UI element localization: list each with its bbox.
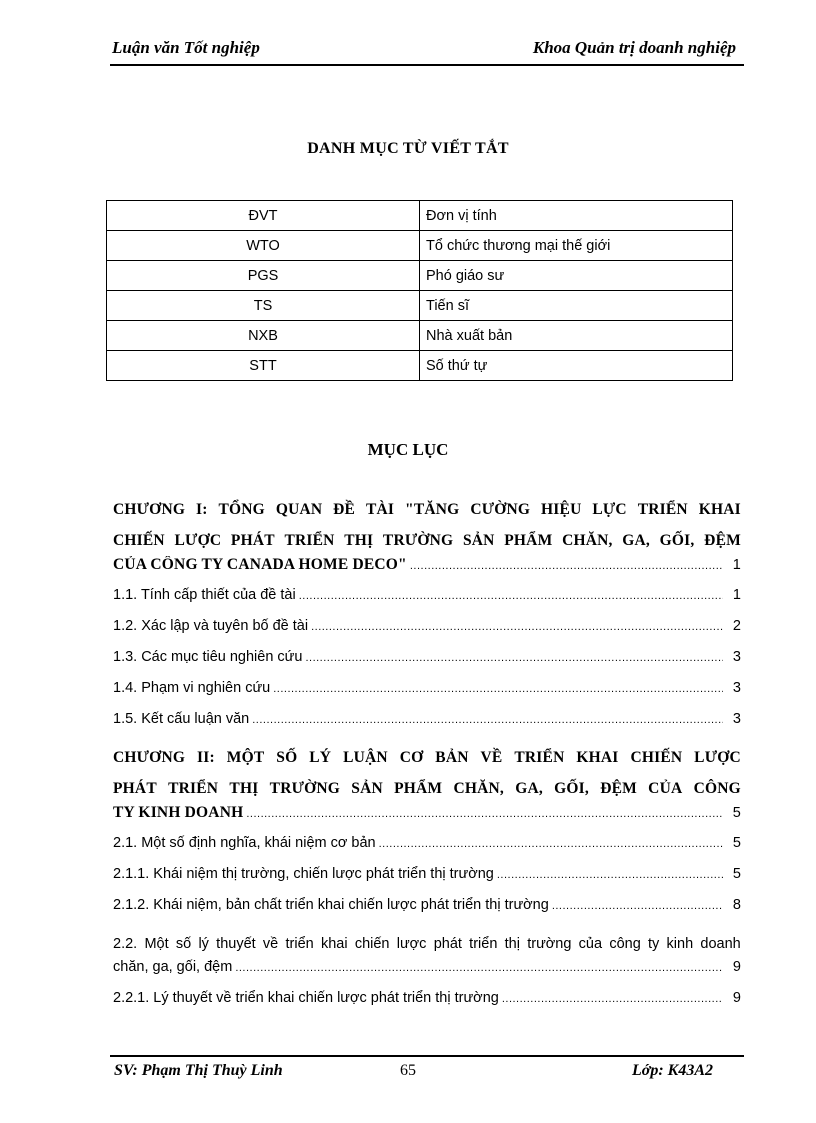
toc-item[interactable] bbox=[113, 711, 741, 742]
toc-word: CHƯƠNG bbox=[113, 500, 186, 518]
toc-word: VỀ bbox=[480, 748, 503, 766]
toc-word: phát bbox=[433, 935, 462, 952]
toc-word: lý bbox=[198, 935, 209, 952]
toc-word: LUẬN bbox=[343, 748, 388, 766]
toc-word: BẢN bbox=[435, 748, 469, 766]
toc-word: KHAI bbox=[576, 748, 619, 766]
abbreviation-cell: PGS bbox=[107, 261, 420, 291]
toc-chapter2-line1 bbox=[113, 742, 741, 773]
toc-item-2-2-line1 bbox=[113, 928, 741, 959]
meaning-cell: Tổ chức thương mại thế giới bbox=[420, 231, 733, 261]
toc-word: trường bbox=[527, 935, 572, 952]
toc-word: TRƯỜNG bbox=[382, 531, 454, 549]
abbreviation-row bbox=[107, 201, 733, 231]
abbreviation-cell: TS bbox=[107, 291, 420, 321]
toc-word: I: bbox=[195, 500, 208, 518]
toc-word: TRƯỜNG bbox=[269, 779, 341, 797]
toc-page-number: 5 bbox=[732, 835, 741, 851]
toc-entry-text: 2.1.2. Khái niệm, bản chất triển khai chiến lược phát triển thị trường bbox=[113, 897, 549, 913]
toc-item-2-2-line2[interactable] bbox=[113, 959, 741, 990]
toc-word: ty bbox=[648, 935, 660, 952]
toc-word: CHƯƠNG bbox=[113, 748, 186, 766]
toc-page-number: 5 bbox=[732, 866, 741, 882]
meaning-cell: Nhà xuất bản bbox=[420, 321, 733, 351]
toc-word: triển bbox=[285, 935, 314, 952]
toc-item[interactable] bbox=[113, 866, 741, 897]
toc-entry-text: 1.4. Phạm vi nghiên cứu bbox=[113, 680, 271, 696]
abbreviation-row bbox=[107, 231, 733, 261]
toc-leader bbox=[311, 621, 723, 633]
toc-word: CƯỜNG bbox=[470, 500, 531, 518]
toc-chapter1-line3[interactable] bbox=[113, 556, 741, 587]
meaning-cell: Đơn vị tính bbox=[420, 201, 733, 231]
toc-page-number: 1 bbox=[732, 557, 741, 573]
toc-page-number: 1 bbox=[732, 587, 741, 603]
toc-leader bbox=[305, 652, 723, 664]
toc-chapter2-line2 bbox=[113, 773, 741, 804]
toc-entry-text: CỦA CÔNG TY CANADA HOME DECO" bbox=[113, 556, 407, 573]
toc-word: CHIẾN bbox=[630, 748, 683, 766]
toc-chapter1-line2 bbox=[113, 525, 741, 556]
toc-word: QUAN bbox=[275, 500, 323, 518]
abbreviations-table bbox=[106, 200, 733, 381]
toc-word: PHẨM bbox=[394, 779, 443, 797]
toc-leader bbox=[246, 808, 723, 820]
toc-chapter1-line1 bbox=[113, 494, 741, 525]
toc-entry-text: 1.2. Xác lập và tuyên bố đề tài bbox=[113, 618, 309, 634]
toc-word: GA, bbox=[622, 531, 650, 549]
toc-word: SẢN bbox=[462, 531, 495, 549]
toc-word: SẢN bbox=[351, 779, 383, 797]
toc-word: của bbox=[578, 935, 603, 952]
abbreviation-cell: NXB bbox=[107, 321, 420, 351]
toc-leader bbox=[273, 683, 723, 695]
abbreviation-row bbox=[107, 321, 733, 351]
toc-page-number: 3 bbox=[732, 711, 741, 727]
toc-word: GỐI, bbox=[554, 779, 589, 797]
toc-word: MỘT bbox=[226, 748, 265, 766]
meaning-cell: Tiến sĩ bbox=[420, 291, 733, 321]
toc-entry-text: 2.1.1. Khái niệm thị trường, chiến lược phát triển thị trường bbox=[113, 866, 494, 882]
toc-word: CHĂN, bbox=[453, 779, 504, 797]
abbreviation-cell: ĐVT bbox=[107, 201, 420, 231]
abbreviation-cell: WTO bbox=[107, 231, 420, 261]
footer-page-number: 65 bbox=[400, 1062, 416, 1079]
toc-word: 2.2. bbox=[113, 935, 138, 952]
toc-word: II: bbox=[197, 748, 215, 766]
toc-page-number: 8 bbox=[732, 897, 741, 913]
toc-word: thuyết bbox=[216, 935, 256, 952]
toc-word: HIỆU bbox=[541, 500, 582, 518]
toc-word: CƠ bbox=[399, 748, 424, 766]
toc-leader bbox=[379, 838, 723, 850]
toc-word: TRIỂN bbox=[514, 748, 565, 766]
toc-page-number: 9 bbox=[732, 990, 741, 1006]
toc-leader bbox=[502, 993, 723, 1005]
meaning-cell: Phó giáo sư bbox=[420, 261, 733, 291]
toc-word: KHAI bbox=[698, 500, 741, 518]
toc-word: ĐỀ bbox=[333, 500, 356, 518]
toc-item[interactable] bbox=[113, 649, 741, 680]
toc-word: Một bbox=[144, 935, 169, 952]
toc-word: kinh bbox=[666, 935, 694, 952]
toc-page-number: 9 bbox=[732, 959, 741, 975]
toc-word: "TĂNG bbox=[405, 500, 460, 518]
toc-item-2-2-1[interactable] bbox=[113, 990, 741, 1021]
table-of-contents bbox=[113, 494, 741, 1021]
toc-entry-text: TY KINH DOANH bbox=[113, 804, 244, 821]
toc-page-number: 3 bbox=[732, 649, 741, 665]
footer-student-name: SV: Phạm Thị Thuỳ Linh bbox=[114, 1062, 283, 1079]
abbreviation-row bbox=[107, 291, 733, 321]
toc-word: THỊ bbox=[344, 531, 374, 549]
toc-word: TRIỂN bbox=[284, 531, 335, 549]
toc-word: công bbox=[609, 935, 641, 952]
toc-entry-text: chăn, ga, gối, đệm bbox=[113, 959, 233, 975]
toc-word: LÝ bbox=[309, 748, 332, 766]
toc-leader bbox=[235, 962, 723, 974]
meaning-cell: Số thứ tự bbox=[420, 351, 733, 381]
toc-word: LƯỢC bbox=[174, 531, 222, 549]
toc-word: chiến bbox=[354, 935, 390, 952]
toc-entry-text: 2.1. Một số định nghĩa, khái niệm cơ bản bbox=[113, 835, 376, 851]
toc-leader bbox=[497, 869, 723, 881]
toc-word: doanh bbox=[700, 935, 741, 952]
toc-entry-text: 1.1. Tính cấp thiết của đề tài bbox=[113, 587, 296, 603]
toc-entry-text: 1.5. Kết cấu luận văn bbox=[113, 711, 250, 727]
abbreviation-row bbox=[107, 261, 733, 291]
abbreviations-title: DANH MỤC TỪ VIẾT TẮT bbox=[307, 140, 509, 157]
toc-word: CHIẾN bbox=[113, 531, 165, 549]
toc-chapter2-line3[interactable] bbox=[113, 804, 741, 835]
toc-word: ĐỆM bbox=[600, 779, 637, 797]
toc-word: PHÁT bbox=[230, 531, 275, 549]
toc-word: TRIỂN bbox=[168, 779, 219, 797]
toc-word: CÔNG bbox=[693, 779, 741, 797]
toc-item[interactable] bbox=[113, 835, 741, 866]
toc-item[interactable] bbox=[113, 680, 741, 711]
toc-word: về bbox=[262, 935, 279, 952]
toc-word: LƯỢC bbox=[694, 748, 741, 766]
toc-leader bbox=[252, 714, 723, 726]
toc-word: PHẨM bbox=[504, 531, 553, 549]
toc-title: MỤC LỤC bbox=[367, 440, 449, 459]
header-thesis-label: Luận văn Tốt nghiệp bbox=[112, 38, 260, 57]
toc-page-number: 5 bbox=[732, 805, 741, 821]
toc-leader bbox=[299, 590, 723, 602]
toc-word: PHÁT bbox=[113, 779, 157, 797]
toc-word: lược bbox=[396, 935, 427, 952]
toc-item[interactable] bbox=[113, 587, 741, 618]
abbreviation-row bbox=[107, 351, 733, 381]
footer-rule bbox=[110, 1055, 744, 1057]
toc-entry-text: 1.3. Các mục tiêu nghiên cứu bbox=[113, 649, 303, 665]
toc-word: thị bbox=[504, 935, 520, 952]
toc-item[interactable] bbox=[113, 618, 741, 649]
toc-word: TÀI bbox=[365, 500, 395, 518]
header-faculty-label: Khoa Quản trị doanh nghiệp bbox=[532, 38, 736, 57]
toc-page-number: 2 bbox=[732, 618, 741, 634]
toc-word: triển bbox=[469, 935, 498, 952]
toc-entry-text: 2.2.1. Lý thuyết về triển khai chiến lược phát triển thị trường bbox=[113, 990, 499, 1006]
toc-word: THỊ bbox=[229, 779, 259, 797]
toc-word: ĐỆM bbox=[704, 531, 741, 549]
toc-word: CỦA bbox=[648, 779, 683, 797]
header-rule bbox=[110, 64, 744, 66]
toc-page-number: 3 bbox=[732, 680, 741, 696]
toc-leader bbox=[552, 900, 723, 912]
footer-class: Lớp: K43A2 bbox=[631, 1062, 713, 1079]
toc-word: CHĂN, bbox=[562, 531, 613, 549]
toc-word: GA, bbox=[515, 779, 543, 797]
toc-word: khai bbox=[320, 935, 348, 952]
toc-item[interactable] bbox=[113, 897, 741, 928]
toc-word: LỰC bbox=[592, 500, 627, 518]
toc-word: TỔNG bbox=[218, 500, 265, 518]
toc-word: số bbox=[175, 935, 192, 952]
toc-word: TRIỂN bbox=[637, 500, 688, 518]
toc-word: GỐI, bbox=[659, 531, 695, 549]
toc-word: SỐ bbox=[276, 748, 298, 766]
toc-leader bbox=[410, 560, 723, 572]
abbreviation-cell: STT bbox=[107, 351, 420, 381]
